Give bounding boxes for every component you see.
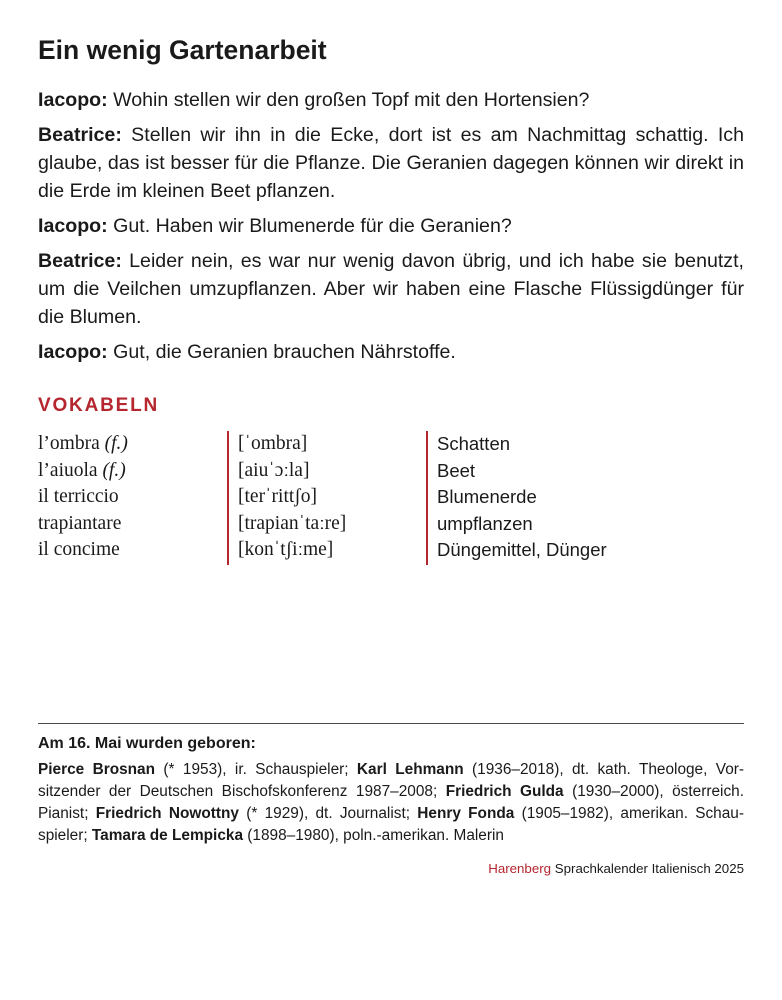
person-detail: (1936–2018), dt. kath. Theologe, Vorsitzender der Deutschen Bischofskonferenz 1987–2008;: [38, 761, 745, 800]
vocab-words-column: [38, 431, 226, 565]
vocab-ipa: [konˈtʃiːme]: [238, 539, 334, 560]
vocab-word: [38, 484, 226, 511]
person-name: Henry Fonda: [417, 805, 515, 822]
vocab-translation: Schatten: [437, 433, 511, 454]
vocab-ipa: [aiuˈɔːla]: [238, 459, 310, 481]
vocab-word-text: l’aiuola: [38, 459, 98, 481]
dialogue-line: [38, 247, 744, 331]
born-paragraph: [38, 759, 744, 847]
footer-product: Sprachkalender Italienisch 2025: [551, 861, 744, 876]
vocab-word: [38, 458, 226, 485]
speaker-name: Beatrice:: [38, 250, 122, 272]
vocab-word-text: l’ombra: [38, 433, 100, 454]
vocab-gender: (f.): [104, 433, 128, 454]
vocab-word-text: trapiantare: [38, 512, 122, 534]
section-divider: [38, 723, 744, 724]
dialogue-text: Leider nein, es war nur wenig davon übrig, und ich habe sie benutzt, um die Veilchen umzupflanzen. Aber wir haben eine Flasche Flüssigdünger für die Blumen.: [38, 250, 744, 328]
vocab-ipa: [terˈrittʃo]: [238, 486, 318, 507]
speaker-name: Beatrice:: [38, 124, 122, 146]
vocab-word-text: il concime: [38, 539, 120, 560]
page-title: Ein wenig Gartenarbeit: [38, 35, 327, 65]
person-detail: (* 1929), dt. Journalist;: [238, 805, 418, 822]
speaker-name: Iacopo:: [38, 215, 108, 237]
person-name: Friedrich Gulda: [445, 783, 564, 800]
vocab-word: [38, 537, 226, 564]
vocab-ipa: [trapianˈtaːre]: [238, 512, 347, 534]
vocab-ipa-column: [227, 431, 429, 565]
vocab-word: [38, 431, 226, 458]
person-name: Tamara de Lempicka: [91, 827, 244, 844]
person-detail: (* 1953), ir. Schauspieler;: [155, 761, 357, 778]
vocab-heading: VOKABELN: [38, 395, 160, 416]
person-name: Karl Lehmann: [356, 761, 464, 778]
person-detail: (1930–2000), österreich. Pianist;: [38, 783, 744, 822]
vocab-translation-column: [426, 431, 746, 565]
dialogue-text: Wohin stellen wir den großen Topf mit den Hortensien?: [107, 89, 590, 111]
dialogue-text: Stellen wir ihn in die Ecke, dort ist es am Nachmittag schattig. Ich glaube, das ist besser für die Pflanze. Die Geranien dagegen können wir direkt in die Erde im kleinen Beet pflanzen.: [38, 124, 744, 202]
dialogue-text: Gut, die Geranien brauchen Nährstoffe.: [107, 341, 456, 363]
vocab-gender: (f.): [102, 459, 126, 481]
vocab-translation: umpflanzen: [437, 512, 533, 534]
dialogue-line: [38, 121, 744, 205]
dialogue-line: [38, 86, 744, 114]
person-detail: (1905–1982), amerikan. Schauspieler;: [38, 805, 745, 844]
dialogue-line: [38, 338, 744, 366]
person-detail: (1898–1980), poln.-amerikan. Malerin: [243, 827, 504, 844]
dialogue-text: Gut. Haben wir Blumenerde für die Geranien?: [107, 215, 512, 237]
dialogue-line: [38, 212, 744, 240]
vocab-word: [38, 511, 226, 538]
footer-credit: [488, 860, 744, 878]
vocab-ipa: [ˈombra]: [238, 433, 308, 454]
vocab-translation: Blumenerde: [437, 486, 537, 507]
speaker-name: Iacopo:: [38, 341, 108, 363]
speaker-name: Iacopo:: [38, 89, 108, 111]
person-name: Friedrich Nowottny: [95, 805, 239, 822]
dialogue: [38, 86, 744, 373]
vocab-translation: Düngemittel, Dünger: [437, 539, 607, 560]
person-name: Pierce Brosnan: [38, 761, 156, 778]
footer-brand: Harenberg: [488, 861, 552, 876]
vocab-word-text: il terriccio: [38, 486, 119, 507]
born-heading: Am 16. Mai wurden geboren:: [38, 735, 256, 752]
vocab-translation: Beet: [437, 459, 476, 481]
vocab-table: [38, 431, 744, 565]
